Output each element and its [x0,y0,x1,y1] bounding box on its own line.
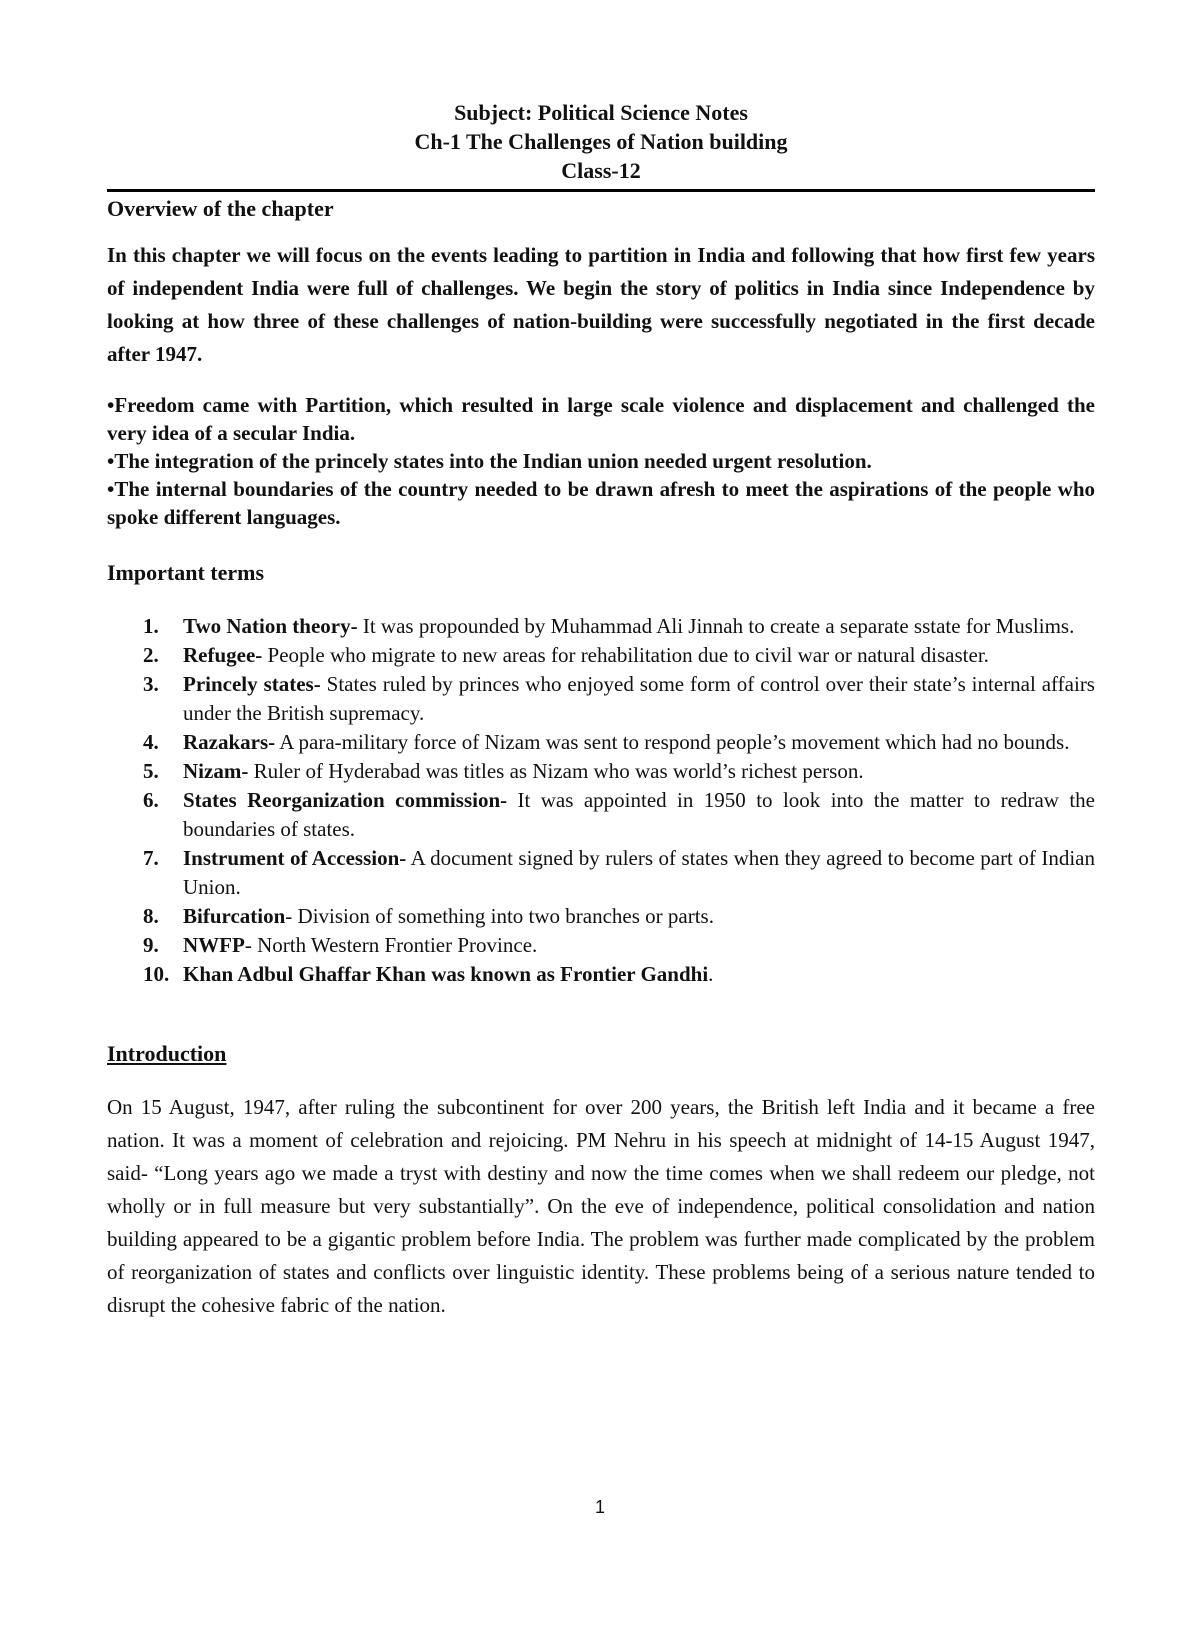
term-definition: Ruler of Hyderabad was titles as Nizam who was world’s richest person. [248,759,864,783]
term-item [107,612,1095,641]
class-heading: Class-12 [561,158,641,183]
chapter-heading: Ch-1 The Challenges of Nation building [414,129,788,154]
term-item [107,641,1095,670]
term-name: Khan Adbul Ghaffar Khan was known as Frontier Gandhi [183,962,709,986]
term-number: 2. [143,643,159,667]
important-terms-title: Important terms [107,560,265,585]
term-number: 5. [143,759,159,783]
header-divider [107,189,1095,192]
term-item [107,757,1095,786]
term-number: 6. [143,788,159,812]
term-name: Razakars- [183,730,276,754]
term-number: 4. [143,730,159,754]
term-number: 10. [143,962,170,986]
bullet-item: •Freedom came with Partition, which resulted in large scale violence and displacement and challenged the very idea of a secular India. [107,393,1095,445]
term-definition: People who migrate to new areas for rehabilitation due to civil war or natural disaster. [262,643,989,667]
challenge-bullets [107,391,1095,531]
term-number: 8. [143,904,159,928]
subject-heading: Subject: Political Science Notes [454,100,748,125]
term-number: 7. [143,846,159,870]
term-item [107,670,1095,728]
term-name: Bifurcation [183,904,286,928]
term-name: Refugee- [183,643,263,667]
terms-list [107,612,1095,989]
term-definition: It was propounded by Muhammad Ali Jinnah to create a separate sstate for Muslims. [357,614,1075,638]
term-number: 3. [143,672,159,696]
overview-paragraph: In this chapter we will focus on the events leading to partition in India and following that how first few years of independent India were full of challenges. We begin the story of politics in India since Independence by looking at how three of these challenges of nation-building were successfully negotiated in the first decade after 1947. [107,243,1095,366]
term-number: 1. [143,614,159,638]
overview-title: Overview of the chapter [107,196,334,221]
term-item [107,902,1095,931]
term-item [107,844,1095,902]
term-number: 9. [143,933,159,957]
term-definition: It was appointed in 1950 to look into the matter to redraw the boundaries of states. [183,788,1095,841]
term-name: Nizam- [183,759,249,783]
term-name: States Reorganization commission- [183,788,508,812]
introduction-paragraph: On 15 August, 1947, after ruling the subcontinent for over 200 years, the British left India and it became a free nation. It was a moment of celebration and rejoicing. PM Nehru in his speech at midnight of 14-15 August 1947, said- “Long years ago we made a tryst with destiny and now the time comes when we shall redeem our pledge, not wholly or in full measure but very substantially”. On the eve of independence, political consolidation and nation building appeared to be a gigantic problem before India. The problem was further made complicated by the problem of reorganization of states and conflicts over linguistic identity. These problems being of a serious nature tended to disrupt the cohesive fabric of the nation. [107,1095,1095,1317]
term-item [107,786,1095,844]
term-name: Instrument of Accession- [183,846,407,870]
page-number: 1 [594,1497,605,1517]
term-definition: . [708,962,714,986]
bullet-item: •The internal boundaries of the country needed to be drawn afresh to meet the aspirations of the people who spoke different languages. [107,477,1095,529]
term-name: Princely states- [183,672,321,696]
term-name: NWFP [183,933,245,957]
term-definition: - North Western Frontier Province. [244,933,538,957]
term-definition: A document signed by rulers of states when they agreed to become part of Indian Union. [183,846,1096,899]
term-item [107,960,1095,989]
page-content [107,98,1095,1322]
introduction-heading: Introduction [107,1041,227,1066]
term-definition: - Division of something into two branches or parts. [285,904,714,928]
term-item [107,931,1095,960]
term-name: Two Nation theory- [183,614,358,638]
term-definition: A para-military force of Nizam was sent to respond people’s movement which had no bounds. [275,730,1070,754]
term-item [107,728,1095,757]
bullet-item: •The integration of the princely states into the Indian union needed urgent resolution. [107,449,872,473]
term-definition: States ruled by princes who enjoyed some form of control over their state’s internal affairs under the British supremacy. [183,672,1095,725]
